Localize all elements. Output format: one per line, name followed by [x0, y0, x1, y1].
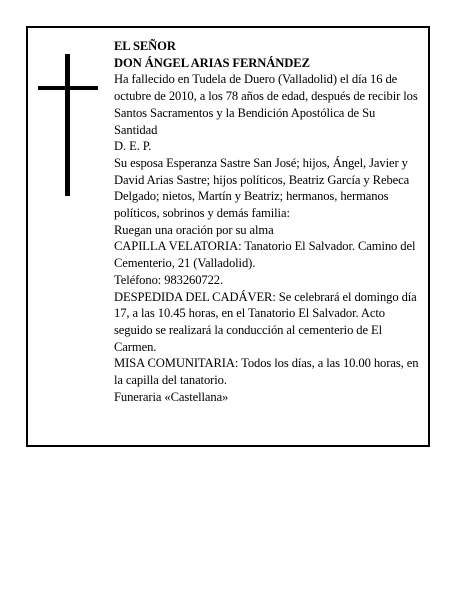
obituary-text — [114, 38, 420, 405]
chapel-info: CAPILLA VELATORIA: Tanatorio El Salvador. Camino del Cementerio, 21 (Valladolid). — [114, 239, 416, 271]
mass-info: MISA COMUNITARIA: Todos los días, a las 10.00 horas, en la capilla del tanatorio. — [114, 356, 419, 388]
family-list: Su esposa Esperanza Sastre San José; hijos, Ángel, Javier y David Arias Sastre; hijos políticos, Beatriz García y Rebeca Delgado; nietos, Martín y Beatriz; hermanos, hermanos políticos, sobrinos y demás familia: — [114, 155, 410, 221]
deceased-name: DON ÁNGEL ARIAS FERNÁNDEZ — [114, 55, 310, 70]
cross-horizontal-bar — [38, 86, 98, 90]
death-announcement: Ha fallecido en Tudela de Duero (Valladolid) el día 16 de octubre de 2010, a los 78 años de edad, después de recibir los Santos Sacramentos y la Bendición Apostólica de Su Santidad — [114, 72, 418, 137]
cross-icon — [38, 54, 98, 196]
prayer-request: Ruegan una oración por su alma — [114, 222, 274, 237]
phone-number: Teléfono: 983260722. — [114, 272, 224, 287]
farewell-info: DESPEDIDA DEL CADÁVER: Se celebrará el domingo día 17, a las 10.45 horas, en el Tanatorio El Salvador. Acto seguido se realizará la conducción al cementerio de El Carmen. — [114, 289, 417, 354]
notice-title: EL SEÑOR — [114, 39, 176, 53]
funeral-home: Funeraria «Castellana» — [114, 389, 229, 404]
rest-in-peace: D. E. P. — [114, 139, 152, 154]
cross-vertical-bar — [65, 54, 70, 196]
